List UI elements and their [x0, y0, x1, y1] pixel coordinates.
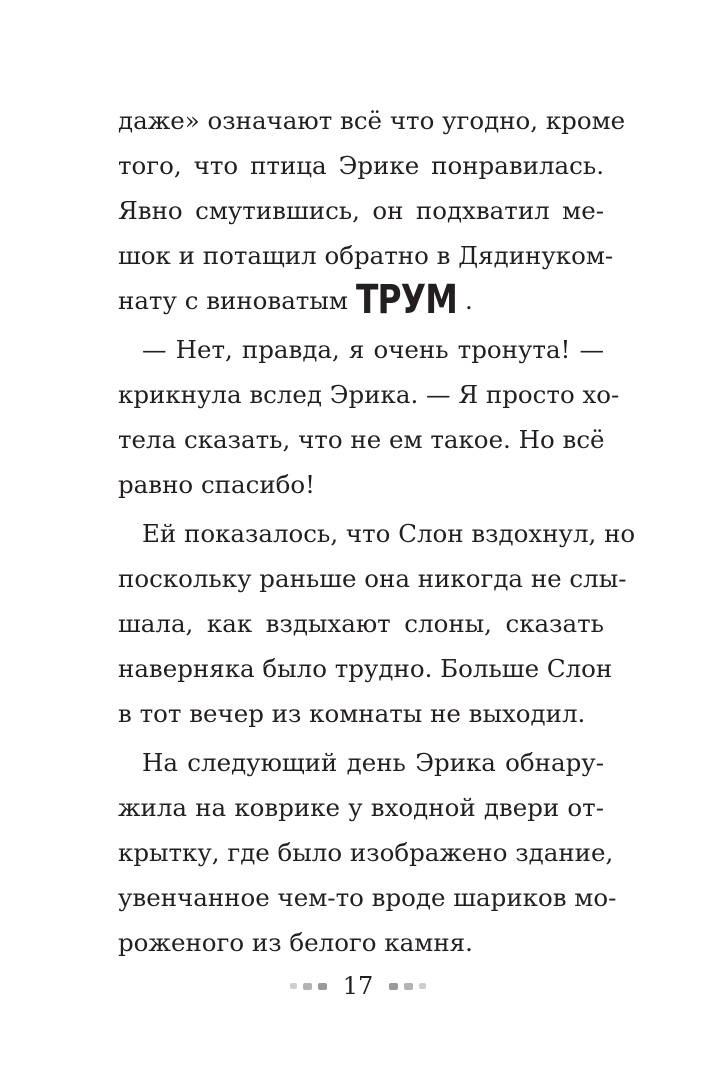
text-line: в тот вечер из комнаты не выходил.	[118, 699, 586, 728]
dot-icon	[290, 983, 297, 989]
text-line: — Нет, правда, я очень тронута! —	[142, 335, 604, 364]
text-line: крытку, где было изображено здание,	[118, 838, 614, 867]
body-text	[118, 98, 636, 965]
text-line: жила на коврике у входной двери от-	[118, 793, 604, 822]
text-line: Ей показалось, что Слон вздохнул, но	[142, 519, 636, 548]
page-footer	[0, 966, 716, 1006]
text-line: увенчанное чем-то вроде шариков мо-	[118, 883, 617, 912]
text-line: наверняка было трудно. Больше Слон	[118, 654, 613, 683]
dot-icon	[318, 983, 327, 990]
text-line: шок и потащил обратно в Дядинуком-	[118, 241, 614, 270]
dot-icon	[303, 983, 312, 990]
text-line: нату с виноватым	[118, 286, 348, 315]
text-line-with-sound	[118, 278, 604, 323]
text-line: роженого из белого камня.	[118, 928, 473, 957]
trailing-period: .	[464, 286, 473, 315]
dot-icon	[404, 983, 413, 990]
text-line: равно спасибо!	[118, 470, 316, 499]
sound-effect-word: ТРУМ	[355, 277, 457, 323]
text-line: Явно смутившись, он подхватил ме-	[118, 196, 604, 225]
text-line: крикнула вслед Эрика. — Я просто хо-	[118, 380, 620, 409]
dot-icon	[419, 983, 426, 989]
text-line: того, что птица Эрике понравилась.	[118, 151, 604, 180]
decorative-dots-right	[389, 983, 426, 990]
text-line: шала, как вздыхают слоны, сказать	[118, 609, 604, 638]
text-line: поскольку раньше она никогда не слы-	[118, 564, 627, 593]
page-number: 17	[342, 972, 374, 1000]
text-line: На следующий день Эрика обнару-	[142, 748, 604, 777]
dot-icon	[389, 983, 398, 990]
text-line: даже» означают всё что угодно, кроме	[118, 106, 626, 135]
text-line: тела сказать, что не ем такое. Но всё	[118, 425, 605, 454]
decorative-dots-left	[290, 983, 327, 990]
